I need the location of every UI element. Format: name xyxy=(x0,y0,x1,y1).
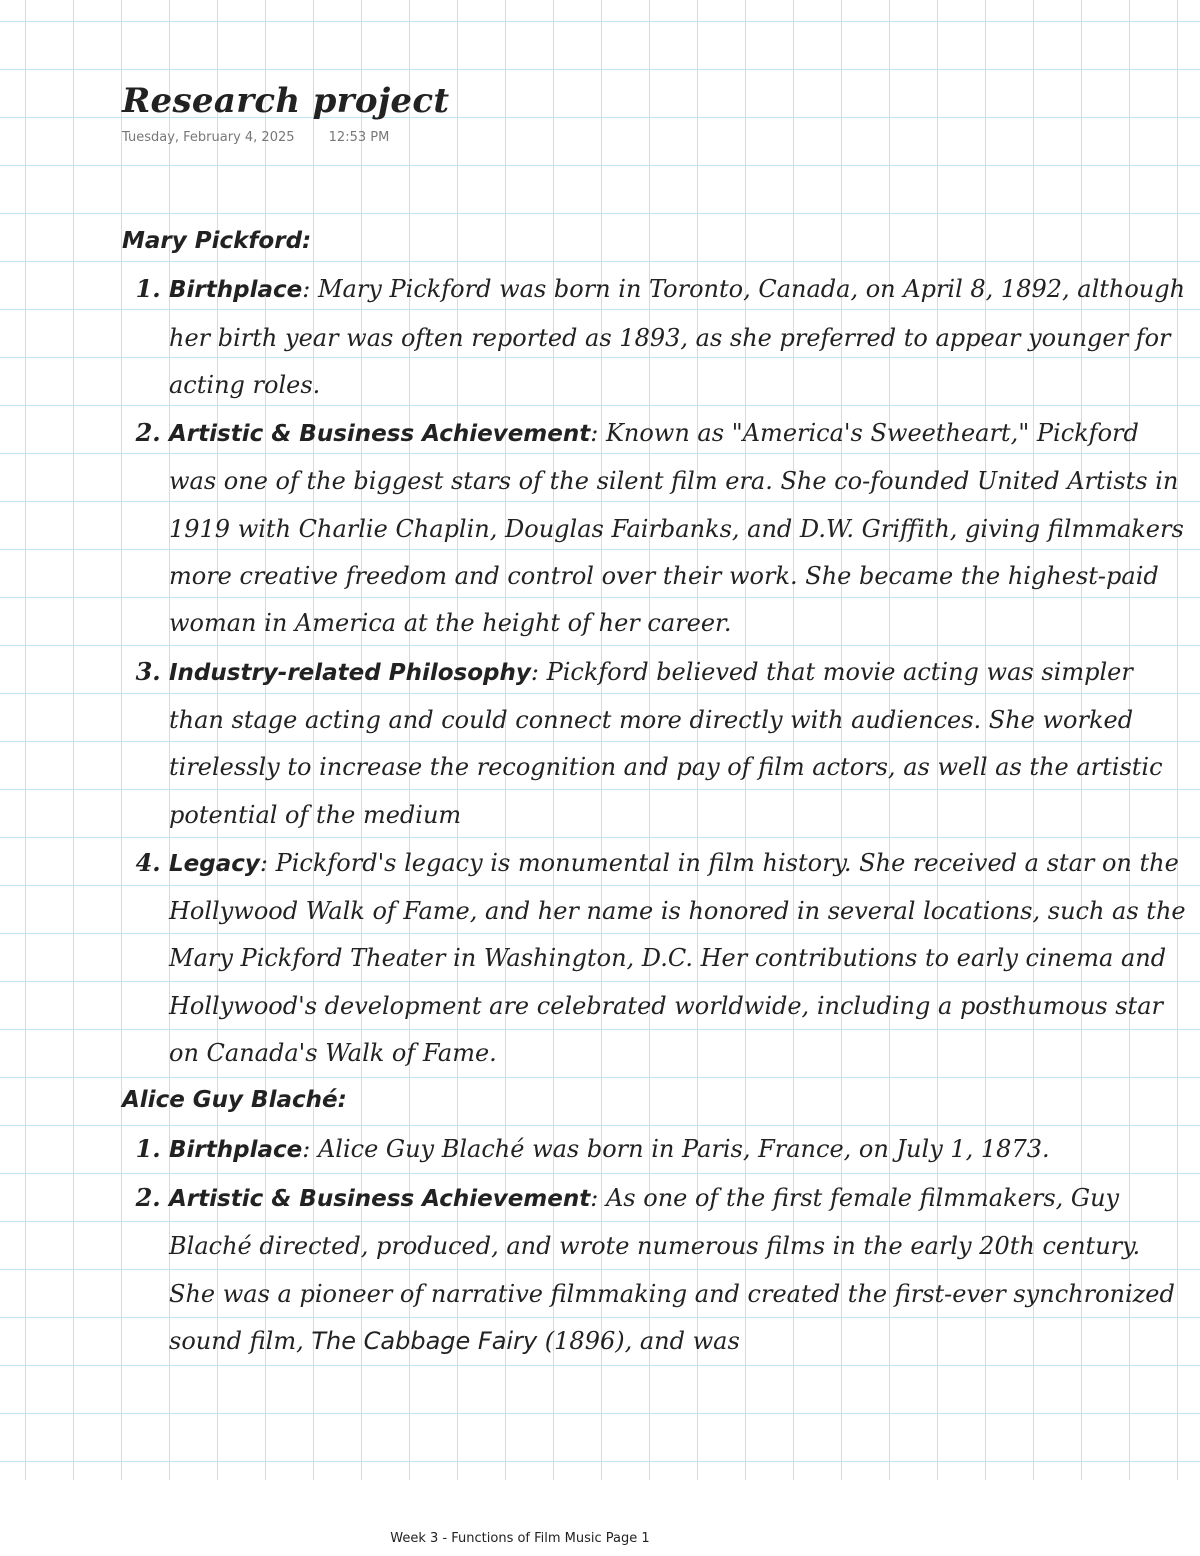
list-item xyxy=(169,648,1192,839)
page-footer: Week 3 - Functions of Film Music Page 1 xyxy=(390,1531,650,1546)
list-item-text: : Alice Guy Blaché was born in Paris, France, on July 1, 1873. xyxy=(302,1134,1050,1163)
list-item-term: Artistic & Business Achievement xyxy=(169,1185,591,1212)
list-item-text: : Mary Pickford was born in Toronto, Canada, on April 8, 1892, although her birth year was often reported as 1893, as she preferred to appear younger for acting roles. xyxy=(169,275,1186,399)
list-item-term: Birthplace xyxy=(169,1136,303,1163)
list-item xyxy=(169,409,1192,647)
list-item xyxy=(169,265,1192,409)
list-item-text: : As one of the first female filmmakers, Guy Blaché directed, produced, and wrote numerous films in the early 20th century. She was a pioneer of narrative filmmaking and created the first-ever synchronized sound film, xyxy=(169,1183,1175,1355)
list-item xyxy=(169,1174,1192,1365)
list-item-term: Artistic & Business Achievement xyxy=(169,421,591,448)
list-item-text: : Known as "America's Sweetheart," Pickford was one of the biggest stars of the silent film era. She co-founded United Artists in 1919 with Charlie Chaplin, Douglas Fairbanks, and D.W. Griffith, giving filmmakers more creative freedom and control over their work. She became the highest-paid woman in America at the height of her career. xyxy=(169,419,1184,638)
list-item-term: Industry-related Philosophy xyxy=(169,659,531,686)
note-content[interactable] xyxy=(122,78,1192,1365)
list-item-term: Legacy xyxy=(169,850,260,877)
list-item-text: : Pickford believed that movie acting was simpler than stage acting and could connect more directly with audiences. She worked tirelessly to increase the recognition and pay of film actors, as well as the artistic potential of the medium xyxy=(169,657,1163,829)
list-item-term: Birthplace xyxy=(169,277,303,304)
page-date: Tuesday, February 4, 2025 xyxy=(122,130,295,145)
list-item-text-continued: (1896), and was xyxy=(537,1326,740,1355)
list-item xyxy=(169,1125,1192,1174)
page-meta xyxy=(122,130,1192,148)
page-time: 12:53 PM xyxy=(328,130,390,145)
section-heading-mary-pickford: Mary Pickford: xyxy=(122,228,312,254)
film-title: The Cabbage Fairy xyxy=(311,1326,538,1355)
page-title[interactable]: Research project xyxy=(122,81,450,121)
list-item xyxy=(169,839,1192,1077)
list-item-text: : Pickford's legacy is monumental in film history. She received a star on the Hollywood Walk of Fame, and her name is honored in several locations, such as the Mary Pickford Theater in Washington, D.C. Her contributions to early cinema and Hollywood's development are celebrated worldwide, including a posthumous star on Canada's Walk of Fame. xyxy=(169,848,1186,1068)
alice-guy-blache-list xyxy=(122,1125,1192,1365)
section-heading-alice-guy-blache: Alice Guy Blaché: xyxy=(122,1087,347,1114)
mary-pickford-list xyxy=(122,265,1192,1077)
